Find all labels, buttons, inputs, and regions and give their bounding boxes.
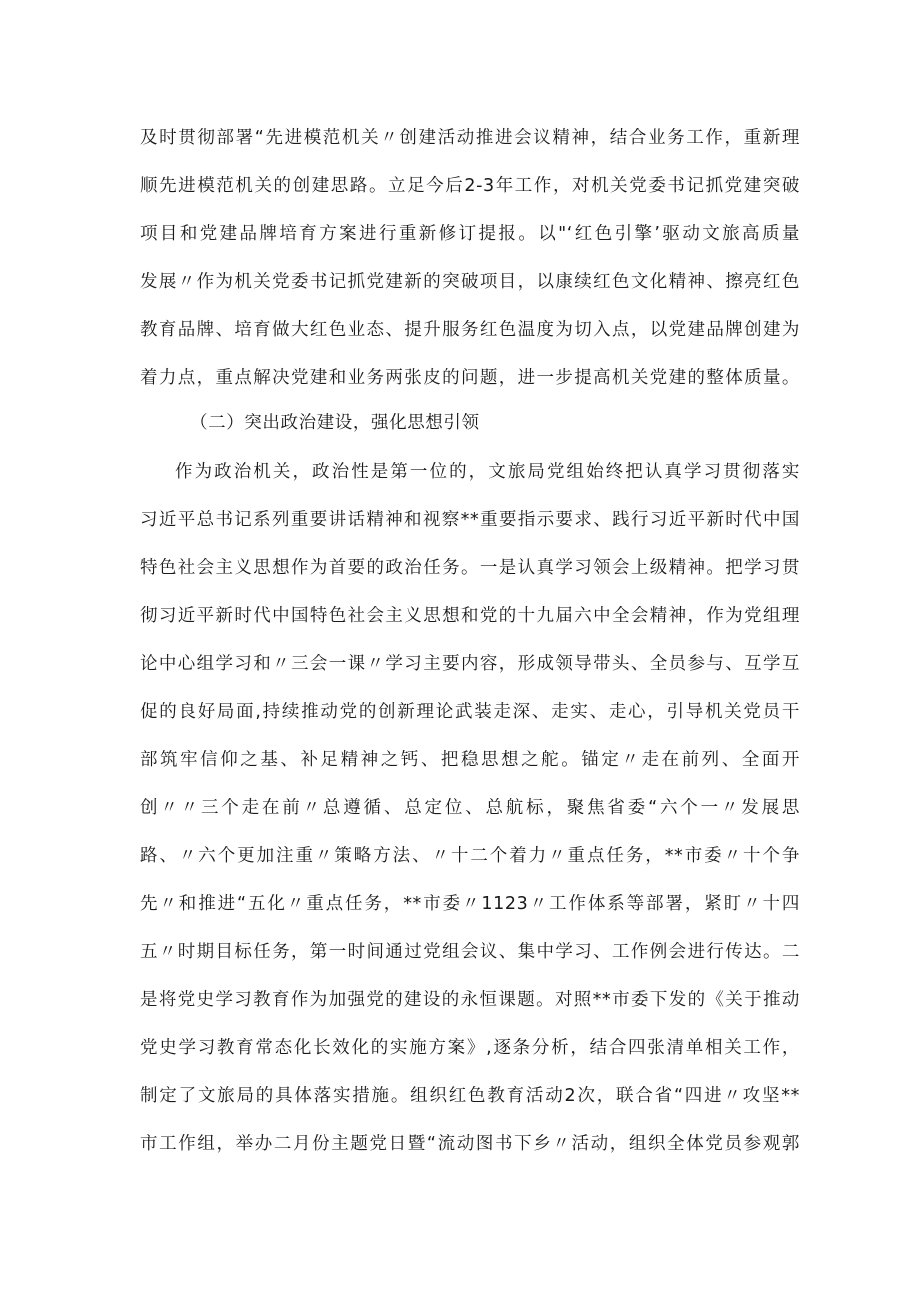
paragraph-line: 创〃〃三个走在前〃总遵循、总定位、总航标，聚焦省委“六个一〃发展思: [140, 798, 800, 818]
paragraph-line: 促的良好局面,持续推动党的创新理论武装走深、走实、走心，引导机关党员干: [140, 702, 800, 722]
paragraph-line: 彻习近平新时代中国特色社会主义思想和党的十九届六中全会精神，作为党组理: [140, 606, 800, 626]
paragraph-line: 路、〃六个更加注重〃策略方法、〃十二个着力〃重点任务，**市委〃十个争: [140, 846, 800, 866]
paragraph-line: 制定了文旅局的具体落实措施。组织红色教育活动2次，联合省“四进〃攻坚**: [140, 1086, 800, 1106]
paragraph-line: 先〃和推进“五化〃重点任务，**市委〃1123〃工作体系等部署，紧盯〃十四: [140, 894, 800, 914]
paragraph-line: 及时贯彻部署“先进模范机关〃创建活动推进会议精神，结合业务工作，重新理: [140, 128, 800, 148]
paragraph-line: 习近平总书记系列重要讲话精神和视察**重要指示要求、践行习近平新时代中国: [140, 510, 800, 530]
paragraph-line: 五〃时期目标任务，第一时间通过党组会议、集中学习、工作例会进行传达。二: [140, 942, 800, 962]
paragraph-line: 教育品牌、培育做大红色业态、提升服务红色温度为切入点，以党建品牌创建为: [140, 320, 800, 340]
paragraph-line: 部筑牢信仰之基、补足精神之钙、把稳思想之舵。锚定〃走在前列、全面开: [140, 750, 800, 770]
paragraph-line: 论中心组学习和〃三会一课〃学习主要内容，形成领导带头、全员参与、互学互: [140, 654, 800, 674]
paragraph-line: 着力点，重点解决党建和业务两张皮的问题，进一步提高机关党建的整体质量。: [140, 368, 800, 388]
section-heading: （二）突出政治建设，强化思想引领: [190, 413, 480, 433]
paragraph-line: 顺先进模范机关的创建思路。立足今后2-3年工作，对机关党委书记抓党建突破: [140, 176, 800, 196]
paragraph-line: 市工作组，举办二月份主题党日暨“流动图书下乡〃活动，组织全体党员参观郭: [140, 1134, 800, 1154]
paragraph-line: 是将党史学习教育作为加强党的建设的永恒课题。对照**市委下发的《关于推动: [140, 990, 800, 1010]
paragraph-line: 项目和党建品牌培育方案进行重新修订提报。以"‘红色引擎’驱动文旅高质量: [140, 224, 800, 244]
paragraph-line: 作为政治机关，政治性是第一位的，文旅局党组始终把认真学习贯彻落实: [175, 462, 800, 482]
paragraph-line: 党史学习教育常态化长效化的实施方案》,逐条分析，结合四张清单相关工作，: [140, 1038, 800, 1058]
paragraph-line: 特色社会主义思想作为首要的政治任务。一是认真学习领会上级精神。把学习贯: [140, 558, 800, 578]
paragraph-line: 发展〃作为机关党委书记抓党建新的突破项目，以康续红色文化精神、擦亮红色: [140, 272, 800, 292]
